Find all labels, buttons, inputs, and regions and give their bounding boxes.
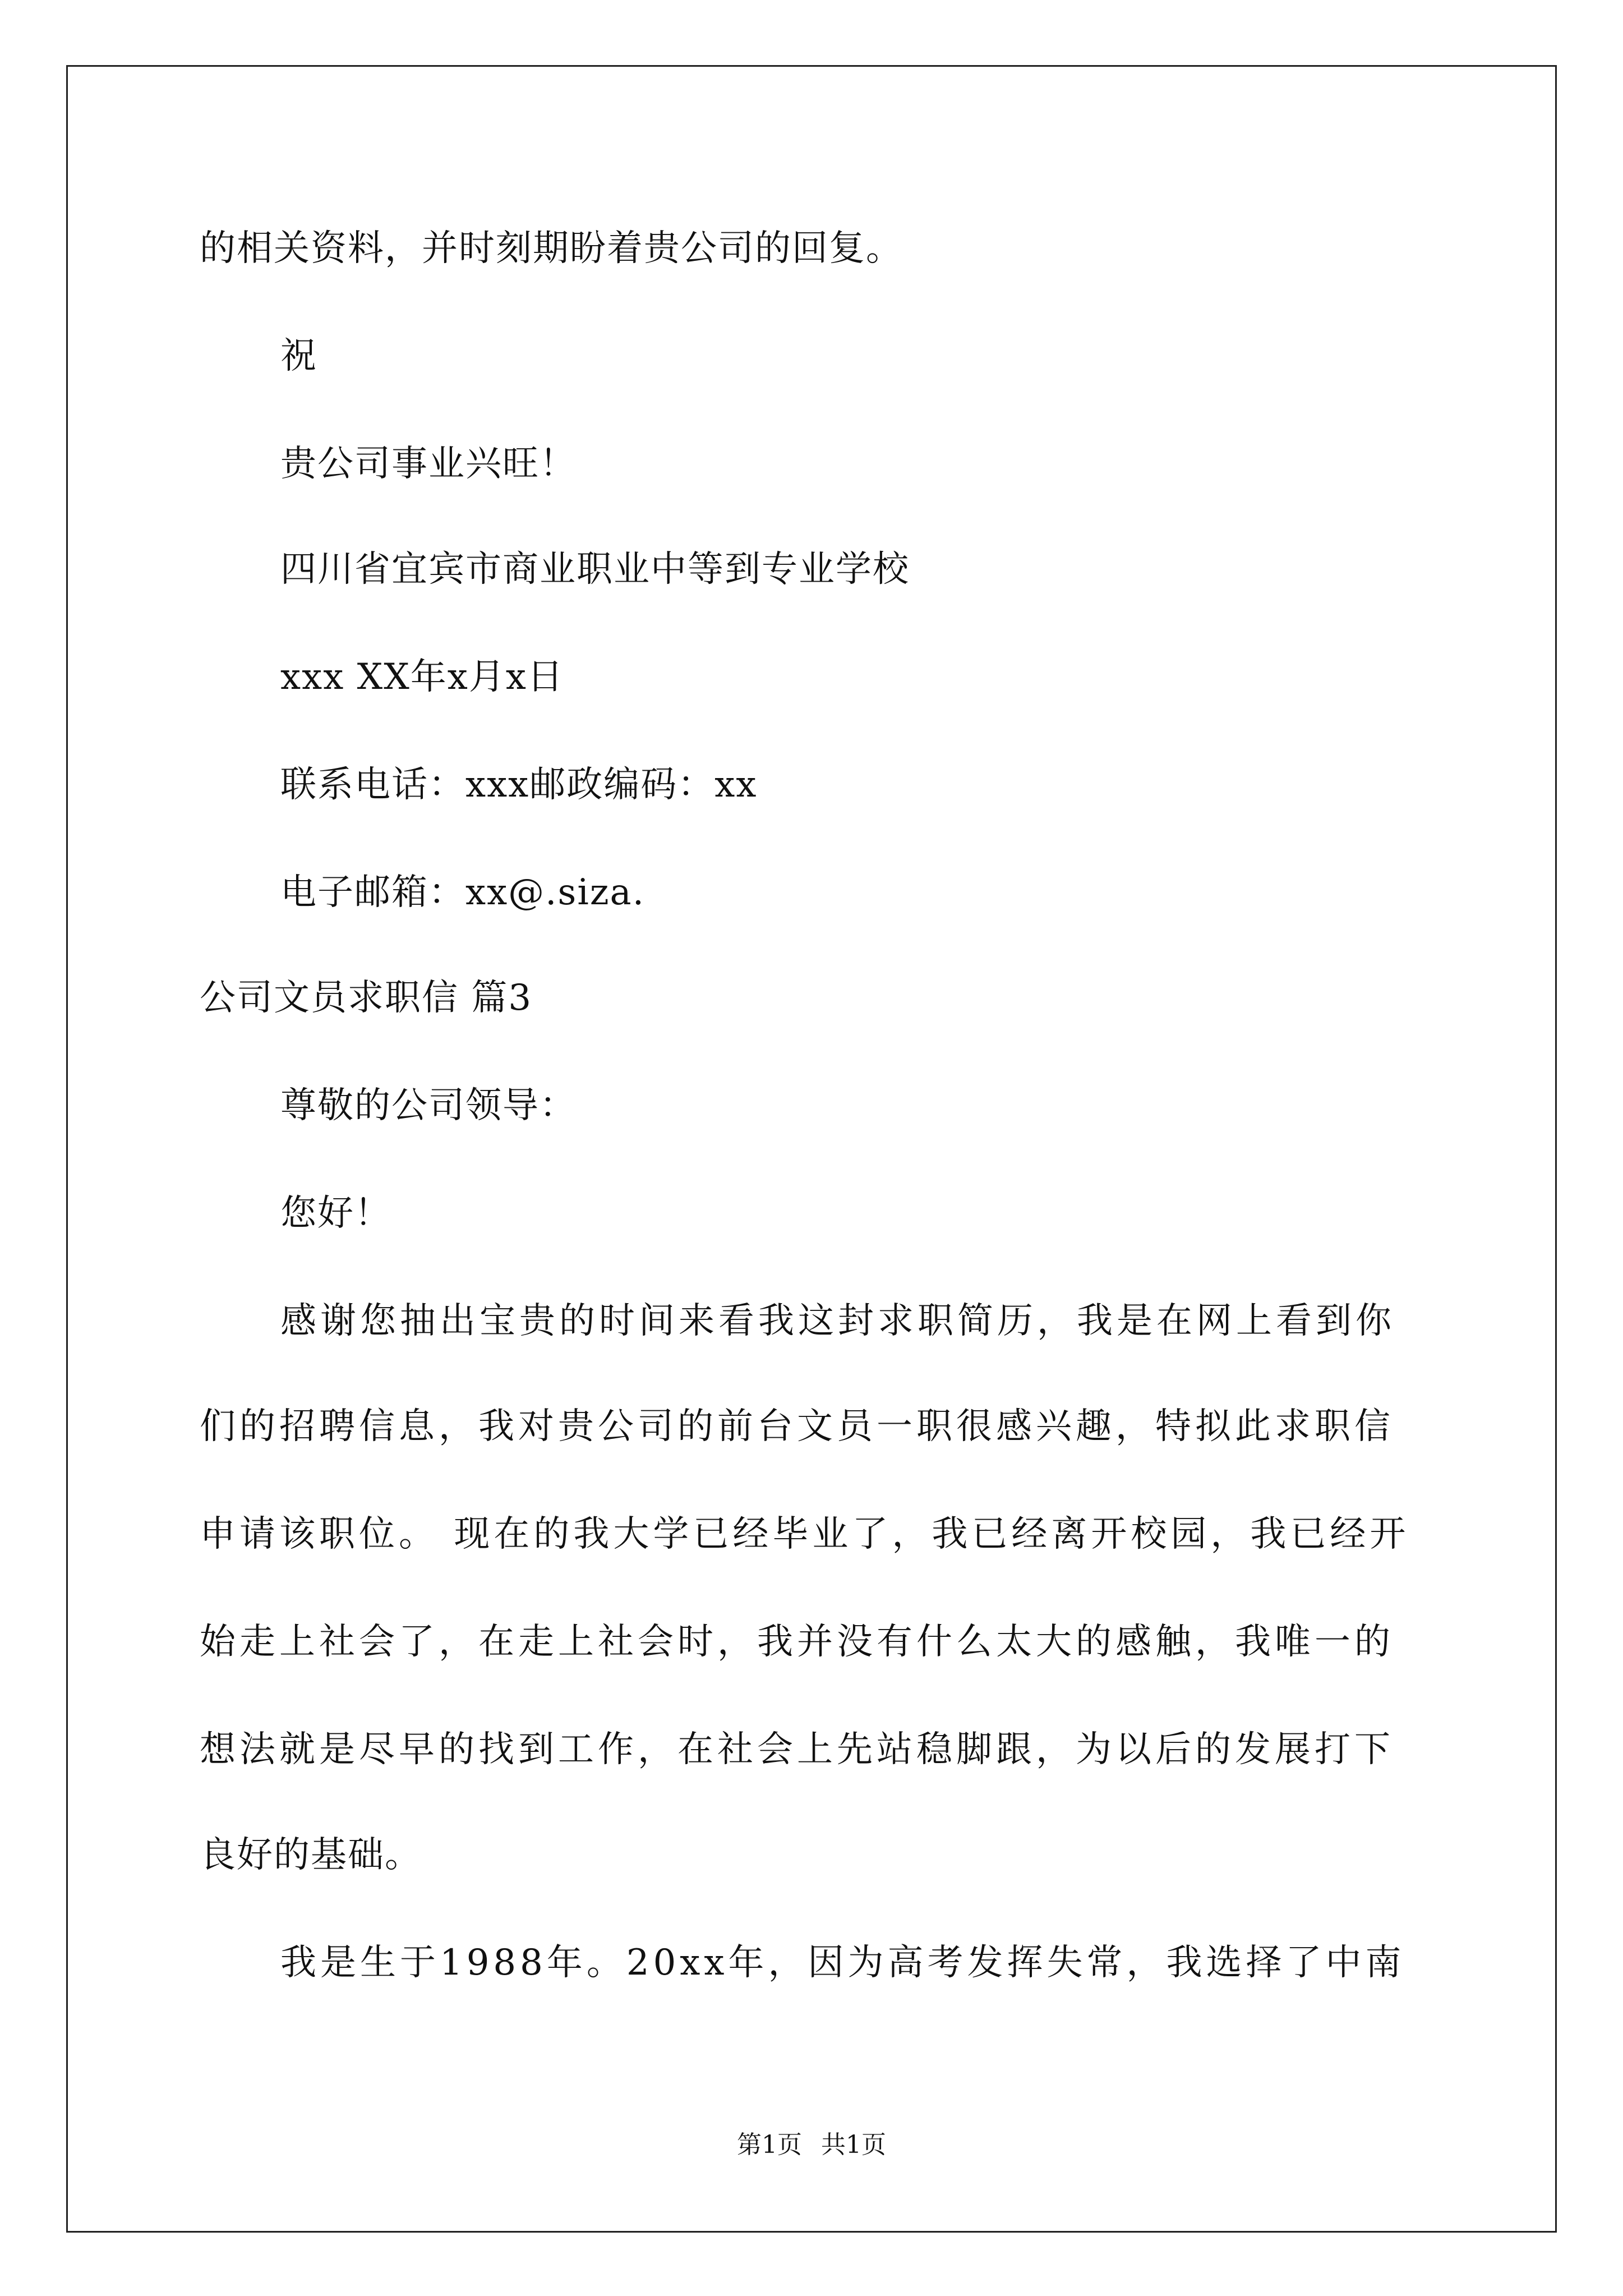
- paragraph-line: 感谢您抽出宝贵的时间来看我这封求职简历，我是在网上看到你: [280, 1300, 1395, 1342]
- paragraph-line: 我是生于1988年。20xx年，因为高考发挥失常，我选择了中南: [280, 1942, 1405, 1984]
- contact-email: 电子邮箱：xx@.siza.: [280, 872, 645, 913]
- page-total: 共1页: [821, 2131, 886, 2159]
- paragraph-line: 良好的基础。: [200, 1834, 422, 1876]
- contact-phone: 联系电话：xxx邮政编码：xx: [280, 764, 758, 806]
- page-footer: [0, 2129, 1623, 2161]
- paragraph-line: 们的招聘信息，我对贵公司的前台文员一职很感兴趣，特拟此求职信: [200, 1406, 1394, 1447]
- paragraph-line: 始走上社会了，在走上社会时，我并没有什么太大的感触，我唯一的: [200, 1621, 1394, 1663]
- greeting-line: 您好！: [280, 1193, 391, 1234]
- signature-school: 四川省宜宾市商业职业中等到专业学校: [280, 549, 910, 590]
- page-border: [66, 65, 1557, 2233]
- greeting-line: 尊敬的公司领导：: [280, 1085, 577, 1126]
- paragraph-line: 想法就是尽早的找到工作，在社会上先站稳脚跟，为以后的发展打下: [200, 1729, 1394, 1770]
- salutation-line: 贵公司事业兴旺！: [280, 443, 577, 485]
- paragraph-line: 的相关资料，并时刻期盼着贵公司的回复。: [200, 228, 903, 269]
- paragraph-line: 申请该职位。 现在的我大学已经毕业了，我已经离开校园，我已经开: [200, 1513, 1410, 1555]
- salutation-line: 祝: [280, 335, 317, 377]
- signature-date: xxx XX年x月x日: [280, 656, 564, 698]
- page-number: 第1页: [737, 2131, 802, 2159]
- section-heading: 公司文员求职信 篇3: [200, 977, 533, 1019]
